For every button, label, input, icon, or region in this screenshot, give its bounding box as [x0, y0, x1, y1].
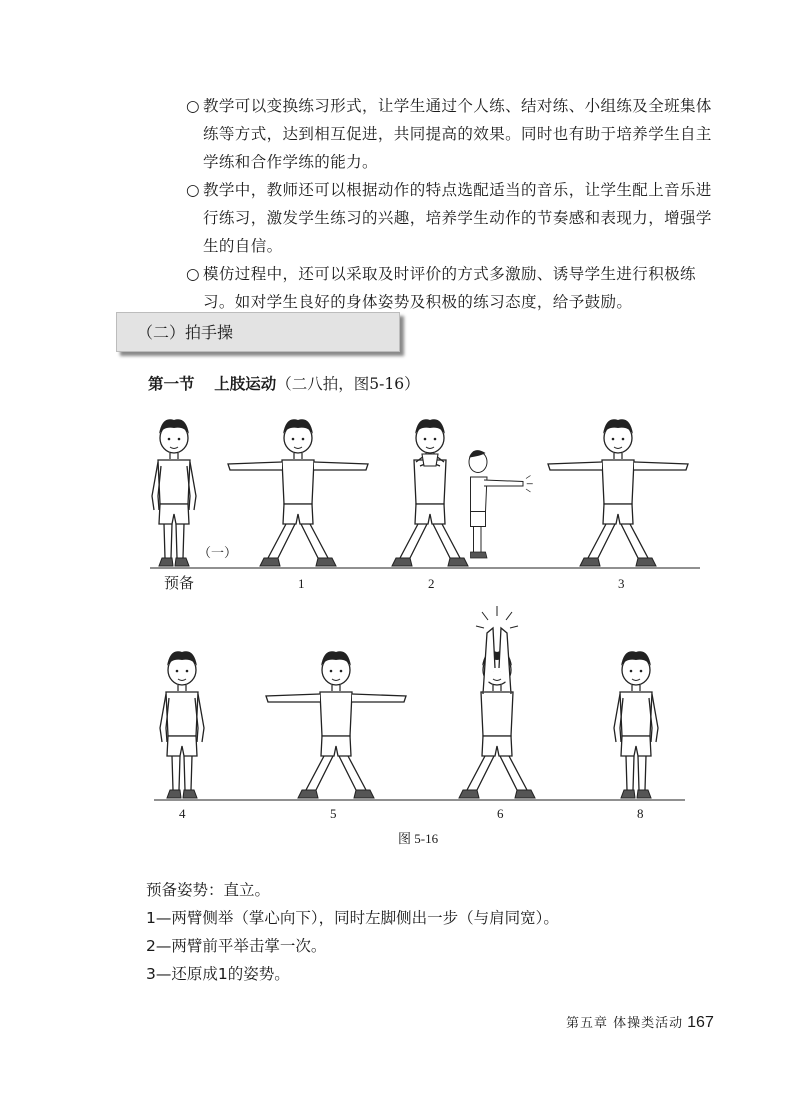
frame-label-3: 3 — [618, 576, 625, 591]
subheading-detail: （二八拍，图5-16） — [276, 375, 420, 393]
figure-beat-5 — [266, 651, 406, 798]
action-description — [146, 876, 706, 988]
description-line: 2—两臂前平举击掌一次。 — [146, 937, 327, 955]
frame-label-5: 5 — [330, 806, 337, 821]
bullet-item — [186, 92, 726, 176]
frame-label-ready: 预备 — [164, 576, 195, 592]
figure-beat-6 — [459, 606, 535, 798]
bullet-text: 模仿过程中，还可以采取及时评价的方式多激励、诱导学生进行积极练习。如对学生良好的身体姿势及积极的练习态度，给予鼓励。 — [203, 265, 696, 311]
subheading-label: 第一节 — [148, 375, 195, 393]
frame-label-8: 8 — [637, 806, 644, 821]
page-footer — [566, 1012, 714, 1032]
frame-label-2: 2 — [428, 576, 435, 591]
exercise-figure — [140, 400, 720, 860]
figure-beat-2 — [392, 419, 468, 566]
section-title: （二）拍手操 — [137, 323, 234, 342]
bullet-item — [186, 176, 726, 260]
circle-bullet-icon: ○ — [186, 265, 200, 283]
figure-beat-8 — [614, 651, 658, 798]
figure-beat-2-side — [469, 450, 533, 558]
figure-beat-1 — [228, 419, 368, 566]
page-number: 167 — [687, 1014, 714, 1031]
bullet-text: 教学可以变换练习形式，让学生通过个人练、结对练、小组练及全班集体练等方式，达到相互促进，共同提高的效果。同时也有助于培养学生自主学练和合作学练的能力。 — [203, 97, 712, 171]
exercise-illustration — [140, 400, 720, 860]
frame-label-1: 1 — [298, 576, 305, 591]
description-line: 预备姿势：直立。 — [146, 881, 271, 899]
figure-beat-3 — [548, 419, 688, 566]
inset-label: （一） — [198, 545, 238, 560]
subheading — [148, 372, 420, 394]
description-line: 3—还原成1的姿势。 — [146, 965, 290, 983]
frame-label-4: 4 — [179, 806, 186, 821]
frame-label-6: 6 — [497, 806, 504, 821]
description-line: 1—两臂侧举（掌心向下），同时左脚侧出一步（与肩同宽）。 — [146, 909, 559, 927]
figure-caption: 图 5-16 — [398, 831, 439, 846]
figure-beat-4 — [160, 651, 204, 798]
bullet-text: 教学中，教师还可以根据动作的特点选配适当的音乐，让学生配上音乐进行练习，激发学生练习的兴趣，培养学生动作的节奏感和表现力，增强学生的自信。 — [203, 181, 712, 255]
chapter-title: 第五章 体操类活动 — [566, 1016, 684, 1031]
circle-bullet-icon: ○ — [186, 97, 200, 115]
subheading-name: 上肢运动 — [214, 375, 277, 393]
teaching-notes — [186, 92, 726, 316]
figure-ready — [152, 419, 196, 566]
circle-bullet-icon: ○ — [186, 181, 200, 199]
bullet-item — [186, 260, 726, 316]
section-title-box — [116, 312, 400, 352]
